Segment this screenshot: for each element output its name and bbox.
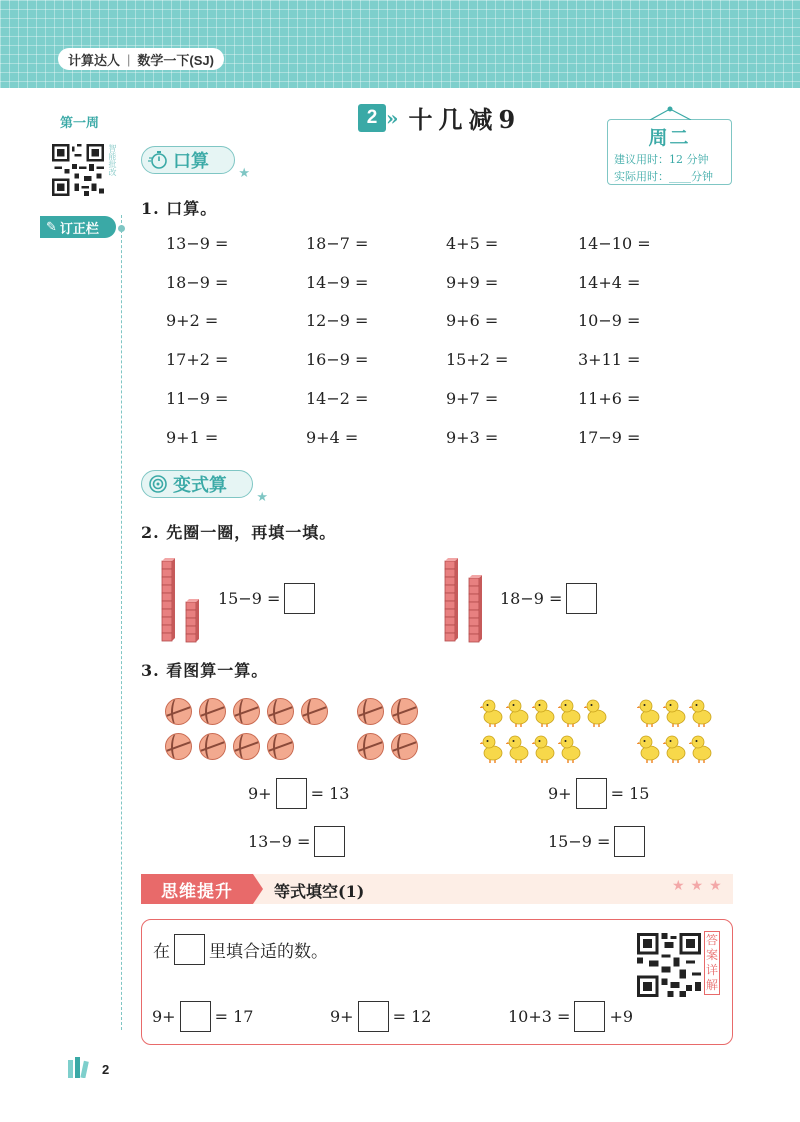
expr-part: 15−9 = [548, 832, 611, 851]
answer-box[interactable] [284, 583, 315, 614]
difficulty-stars: ★★★ [672, 878, 728, 894]
oral-calc-item: 14−2 = [306, 388, 369, 408]
chevron-right-icon: » [386, 105, 399, 130]
oral-calc-item: 12−9 = [306, 311, 369, 331]
target-icon [148, 474, 168, 494]
duckling-icon [663, 697, 687, 727]
answer-box[interactable] [574, 1001, 605, 1032]
basketball-icon [233, 698, 260, 725]
oral-calc-item: 14+4 = [578, 272, 641, 292]
instruction-part: 里填合适的数。 [209, 942, 328, 961]
correction-label: 订正栏 [59, 220, 99, 236]
oral-calc-item: 14−9 = [306, 272, 369, 292]
duckling-icon [506, 733, 530, 763]
header-separator: | [127, 51, 131, 67]
books-icon [66, 1056, 96, 1078]
oral-calc-item: 18−7 = [306, 234, 369, 253]
thinking-subtitle: 等式填空(1) [274, 882, 365, 901]
expr-part: 10+3 = [508, 1007, 571, 1026]
section-oral-calc [141, 146, 250, 180]
basketball-icon [267, 733, 294, 760]
thinking-tag: 思维提升 [141, 874, 253, 904]
expr-part: = 17 [214, 1007, 254, 1026]
oral-calc-item: 17−9 = [578, 427, 641, 447]
qr-code-small [52, 144, 104, 196]
oral-calc-item: 16−9 = [306, 350, 369, 370]
thinking-instruction [153, 934, 328, 965]
duckling-icon [637, 733, 661, 763]
duckling-icon [663, 733, 687, 763]
basketball-icon [199, 698, 226, 725]
expr-part: 9+ [330, 1007, 354, 1026]
duckling-icon [558, 697, 582, 727]
oral-calc-item: 9+3 = [446, 427, 499, 447]
lesson-number: 2 [358, 104, 386, 132]
lesson-title-text: 十几减9 [408, 105, 522, 134]
q2-left-equation [218, 583, 315, 614]
correction-tab [40, 216, 116, 238]
qr-code-answer [637, 933, 701, 997]
question-1-title: 1. 口算。 [141, 199, 218, 218]
star-icon: ★ [238, 165, 250, 180]
lesson-title [358, 100, 521, 135]
oral-calc-item: 9+7 = [446, 388, 499, 408]
answer-box[interactable] [314, 826, 345, 857]
oral-calc-item: 9+9 = [446, 272, 499, 292]
oral-calc-item: 15+2 = [446, 350, 509, 370]
oral-calc-item: 11−9 = [166, 388, 229, 408]
q2-left-expression: 15−9 = [218, 589, 281, 608]
basketball-icon [267, 698, 294, 725]
expr-part: 9+ [152, 1007, 176, 1026]
oral-calc-item: 13−9 = [166, 234, 229, 253]
expr-part: 9+ [248, 784, 272, 803]
q2-right-equation [500, 583, 597, 614]
q3-right-eq2 [548, 826, 645, 857]
stopwatch-icon [148, 150, 168, 170]
oral-calc-item: 9+6 = [446, 311, 499, 331]
hanger-icon [648, 106, 693, 120]
question-2-title: 2. 先圈一圈，再填一填。 [141, 523, 337, 542]
correction-divider [121, 215, 122, 1030]
oral-calc-item: 11+6 = [578, 388, 641, 408]
q2-right-expression: 18−9 = [500, 589, 563, 608]
duckling-icon [558, 733, 582, 763]
q3-left-eq2 [248, 826, 345, 857]
expr-part: 13−9 = [248, 832, 311, 851]
thinking-eq1 [152, 1001, 253, 1032]
oral-calc-item: 14−10 = [578, 234, 651, 253]
thinking-eq3 [508, 1001, 633, 1032]
basketball-icon [301, 698, 328, 725]
basketball-icon [357, 733, 384, 760]
oral-calc-item: 17+2 = [166, 350, 229, 370]
answer-box[interactable] [276, 778, 307, 809]
star-icon: ★ [256, 489, 268, 504]
duckling-icon [532, 697, 556, 727]
answer-box[interactable] [614, 826, 645, 857]
basketball-icon [233, 733, 260, 760]
duckling-icon [584, 697, 608, 727]
duckling-icon [506, 697, 530, 727]
oral-calc-item: 4+5 = [446, 234, 499, 253]
expr-part: = 13 [310, 784, 350, 803]
book-title: 计算达人 [68, 52, 121, 68]
oral-calc-item: 3+11 = [578, 350, 641, 370]
basketball-icon [165, 733, 192, 760]
expr-part: = 12 [392, 1007, 432, 1026]
qr-caption: 智能批改 [108, 144, 117, 176]
basketball-icon [391, 733, 418, 760]
tens-ones-blocks-15 [160, 557, 202, 643]
day-label: 周二 [648, 127, 691, 149]
expr-part: +9 [609, 1007, 634, 1026]
duckling-icon [637, 697, 661, 727]
oral-calc-item: 9+2 = [166, 311, 219, 331]
sample-box [174, 934, 205, 965]
instruction-part: 在 [153, 942, 170, 961]
answer-box[interactable] [180, 1001, 211, 1032]
pencil-icon: ✎ [46, 219, 57, 234]
expr-part: = 15 [610, 784, 650, 803]
q3-left-eq1 [248, 778, 349, 809]
oral-calc-item: 10−9 = [578, 311, 641, 331]
q3-right-eq1 [548, 778, 649, 809]
divider-dot [118, 225, 125, 232]
oral-calc-item: 9+1 = [166, 427, 219, 447]
duckling-icon [689, 733, 713, 763]
oral-calc-item: 9+4 = [306, 427, 359, 447]
basketball-icon [391, 698, 418, 725]
section-label: 变式算 [173, 475, 227, 495]
duckling-icon [689, 697, 713, 727]
duckling-icon [480, 733, 504, 763]
duckling-icon [480, 697, 504, 727]
answer-box[interactable] [358, 1001, 389, 1032]
week-label: 第一周 [60, 115, 100, 130]
answer-box[interactable] [576, 778, 607, 809]
section-label: 口算 [173, 151, 209, 171]
book-subject: 数学一下(SJ) [137, 52, 214, 68]
section-variant-calc [141, 470, 268, 504]
thinking-eq2 [330, 1001, 431, 1032]
answer-box[interactable] [566, 583, 597, 614]
day-card [607, 119, 732, 185]
question-3-title: 3. 看图算一算。 [141, 661, 269, 680]
basketball-icon [199, 733, 226, 760]
suggested-time: 建议用时：12 分钟 [614, 153, 709, 166]
basketball-icon [357, 698, 384, 725]
actual-time: 实际用时：____分钟 [614, 170, 713, 183]
answer-detail-label[interactable]: 答案详解 [704, 931, 720, 995]
tens-ones-blocks-18 [443, 557, 485, 643]
basketball-icon [165, 698, 192, 725]
oral-calc-item: 18−9 = [166, 272, 229, 292]
header-pill [58, 48, 224, 70]
page-number: 2 [102, 1062, 110, 1077]
expr-part: 9+ [548, 784, 572, 803]
duckling-icon [532, 733, 556, 763]
page-header-band [0, 0, 800, 88]
